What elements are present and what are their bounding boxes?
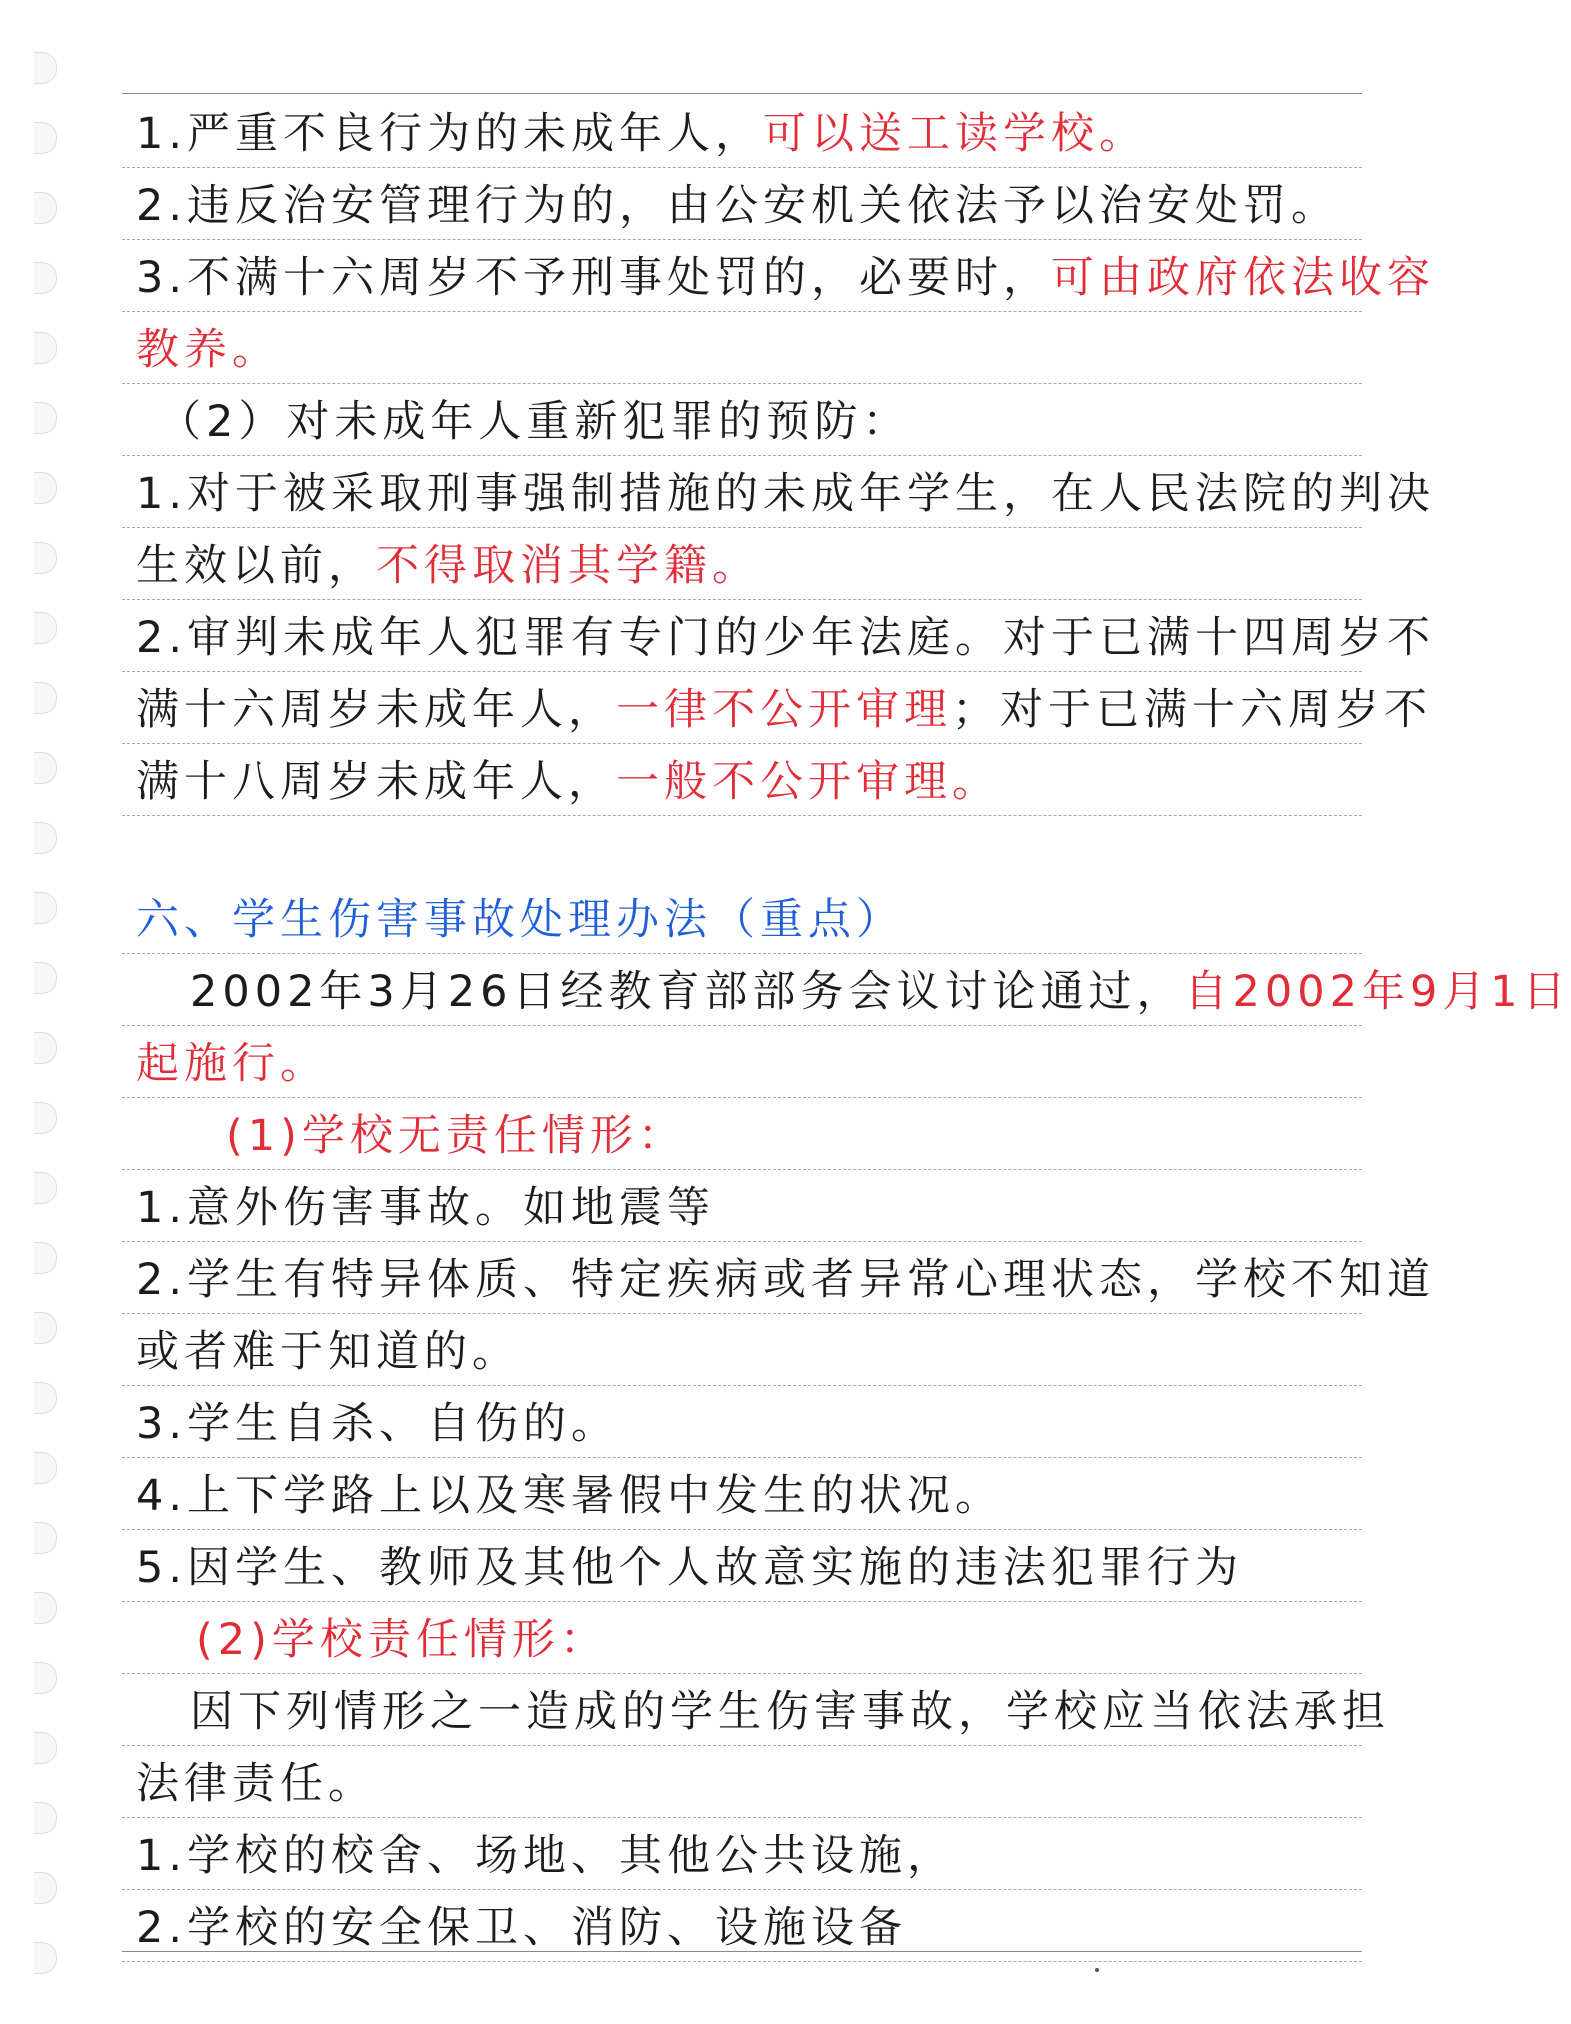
note-text: （2）对未成年人重新犯罪的预防： [158, 397, 911, 447]
note-line [0, 1460, 1434, 1532]
note-text: 满十八周岁未成年人， [136, 757, 616, 807]
section-title: 六、学生伤害事故处理办法（重点） [136, 895, 904, 945]
subsection-heading [0, 1100, 1434, 1172]
ink-dot [1095, 1968, 1099, 1972]
notes-body [0, 98, 1571, 1964]
binding-hole [34, 52, 57, 84]
note-line [0, 1388, 1434, 1460]
note-line [0, 1892, 1434, 1964]
bottom-rule [122, 1951, 1362, 1952]
note-line [0, 170, 1434, 242]
note-line [0, 1172, 1434, 1244]
blank-line [0, 818, 1434, 884]
note-text: 2.学校的安全保卫、消防、设施设备 [136, 1903, 908, 1953]
note-line [0, 1532, 1434, 1604]
note-text: 2002年3月26日经教育部部务会议讨论通过， [190, 967, 1185, 1017]
note-highlight: 一律不公开审理 [616, 685, 952, 735]
note-line [0, 1028, 1434, 1100]
note-text: 生效以前， [136, 541, 376, 591]
note-line [0, 1244, 1434, 1316]
note-text: 3.学生自杀、自伤的。 [136, 1399, 620, 1449]
note-highlight: 自2002年9月1日 [1184, 967, 1571, 1017]
note-text: 1.意外伤害事故。如地震等 [136, 1183, 716, 1233]
note-text: 2.违反治安管理行为的，由公安机关依法予以治安处罚。 [136, 181, 1340, 231]
note-line [0, 1676, 1434, 1748]
note-text: 1.对于被采取刑事强制措施的未成年学生，在人民法院的判决 [136, 469, 1436, 519]
top-rule [122, 93, 1362, 94]
note-line [0, 1748, 1434, 1820]
note-line [0, 674, 1434, 746]
note-text: 2.学生有特异体质、特定疾病或者异常心理状态，学校不知道 [136, 1255, 1436, 1305]
note-line [0, 746, 1434, 818]
note-text: ；对于已满十六周岁不 [952, 685, 1432, 735]
note-text: 3.不满十六周岁不予刑事处罚的，必要时， [136, 253, 1052, 303]
note-text: 1.学校的校舍、场地、其他公共设施， [136, 1831, 956, 1881]
note-highlight: (1)学校无责任情形： [226, 1111, 686, 1161]
note-line [0, 458, 1434, 530]
subsection-heading [0, 1604, 1434, 1676]
note-line [0, 530, 1434, 602]
note-text: 或者难于知道的。 [136, 1327, 520, 1377]
note-text: 5.因学生、教师及其他个人故意实施的违法犯罪行为 [136, 1543, 1244, 1593]
note-text: 4.上下学路上以及寒暑假中发生的状况。 [136, 1471, 1004, 1521]
note-line [0, 1316, 1434, 1388]
note-text: 1.严重不良行为的未成年人， [136, 109, 764, 159]
note-line [0, 314, 1434, 386]
note-text: 因下列情形之一造成的学生伤害事故，学校应当依法承担 [190, 1687, 1390, 1737]
note-highlight: 可由政府依法收容 [1051, 253, 1436, 303]
note-line [0, 956, 1571, 1028]
note-text: 满十六周岁未成年人， [136, 685, 616, 735]
note-highlight: 不得取消其学籍。 [376, 541, 760, 591]
note-line [0, 98, 1434, 170]
subsection-heading [0, 386, 1434, 458]
note-text: 法律责任。 [136, 1759, 376, 1809]
note-line [0, 1820, 1434, 1892]
note-highlight: 起施行。 [136, 1039, 328, 1089]
note-highlight: 可以送工读学校。 [763, 109, 1148, 159]
note-text: 2.审判未成年人犯罪有专门的少年法庭。对于已满十四周岁不 [136, 613, 1436, 663]
note-highlight: (2)学校责任情形： [196, 1615, 608, 1665]
note-highlight: 一般不公开审理。 [616, 757, 1000, 807]
note-line [0, 602, 1434, 674]
section-heading [0, 884, 1434, 956]
note-line [0, 242, 1434, 314]
note-highlight: 教养。 [136, 325, 280, 375]
